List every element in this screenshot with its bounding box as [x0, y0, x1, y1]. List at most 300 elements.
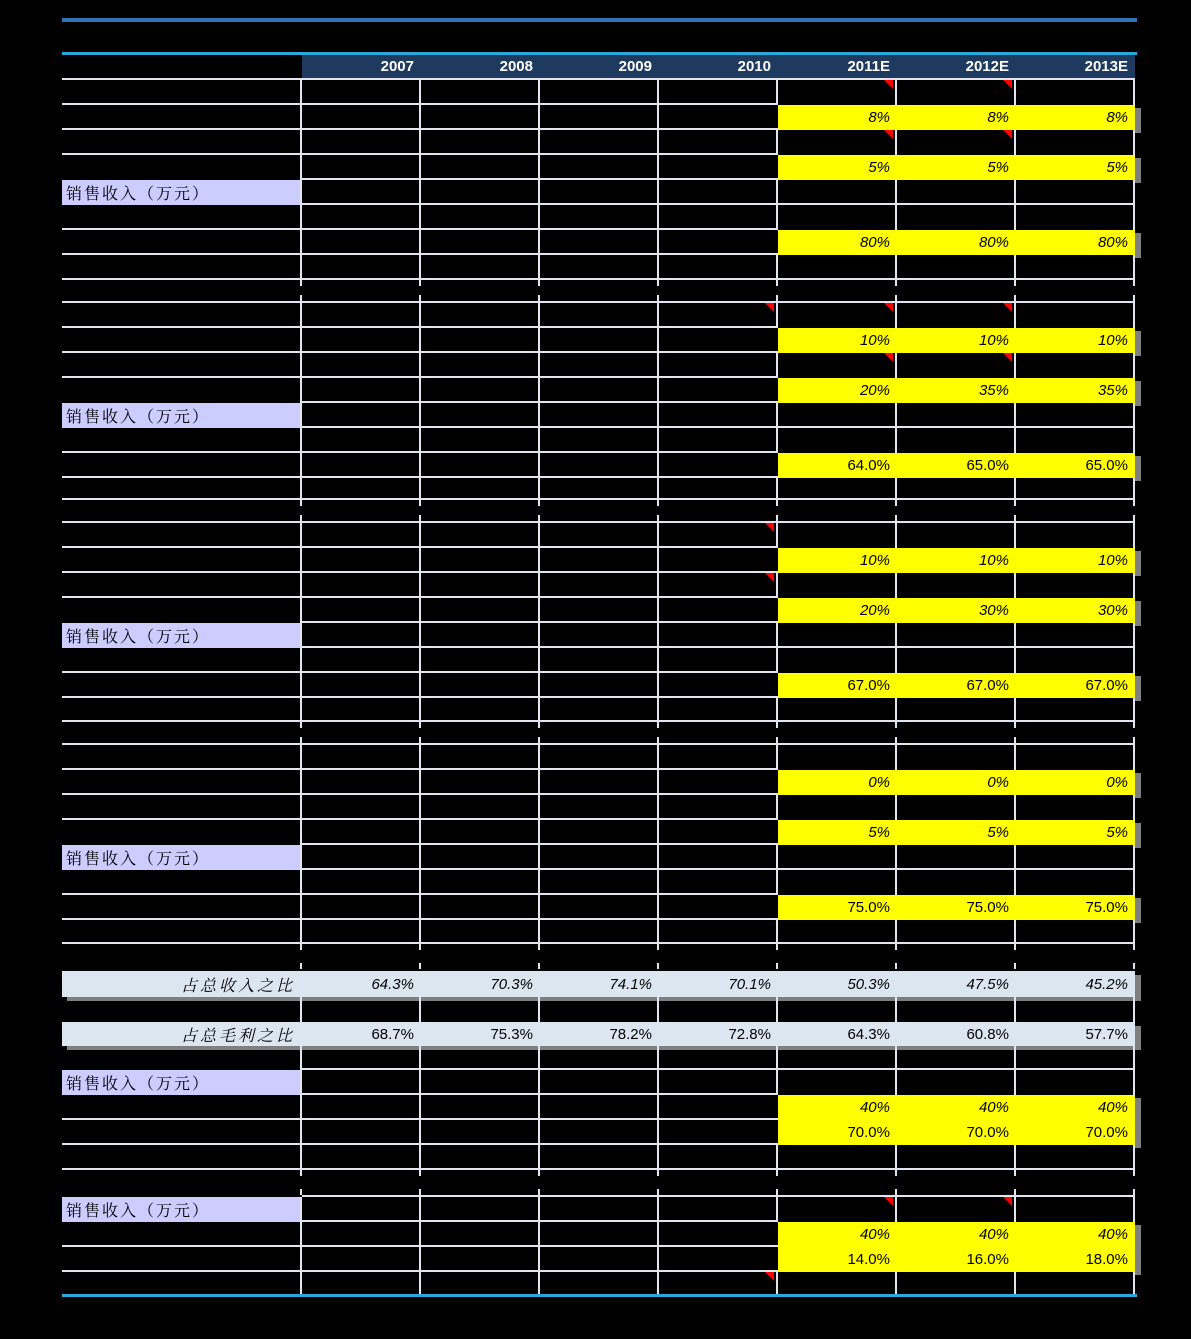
cell-2013E [1016, 500, 1135, 523]
cell-2007 [302, 770, 421, 795]
assumption-cell-2012E[interactable]: 5% [897, 155, 1016, 180]
cell-2007 [302, 130, 421, 155]
cell-2008 [421, 920, 540, 944]
assumption-cell-2011E[interactable]: 10% [778, 548, 897, 573]
row-label-sales-revenue[interactable]: 销售收入（万元） [62, 845, 302, 870]
table-row [62, 573, 1135, 598]
grid-stub [776, 963, 778, 969]
cell-2012E [897, 255, 1016, 280]
header-year-2011E[interactable]: 2011E [778, 55, 897, 78]
cell-2009 [540, 378, 659, 403]
assumption-cell-2013E[interactable]: 30% [1016, 598, 1135, 623]
cell-2008 [421, 648, 540, 673]
assumption-cell-2012E[interactable]: 67.0% [897, 673, 1016, 698]
assumption-cell-2012E[interactable]: 8% [897, 105, 1016, 130]
cell-2011E [778, 698, 897, 722]
cell-2013E [1016, 1070, 1135, 1095]
assumption-cell-2013E[interactable]: 5% [1016, 820, 1135, 845]
cell-2010 [659, 770, 778, 795]
cell-2013E [1016, 403, 1135, 428]
assumption-cell-2013E[interactable]: 70.0% [1016, 1120, 1135, 1145]
comment-indicator-icon [884, 303, 893, 312]
label-cell-empty [62, 130, 302, 155]
cell-2011E [778, 80, 897, 105]
cell-2007 [302, 105, 421, 130]
assumption-cell-2013E[interactable]: 10% [1016, 328, 1135, 353]
label-cell-empty [62, 573, 302, 598]
grid-stub [419, 280, 421, 286]
label-cell-empty [62, 453, 302, 478]
cell-2008 [421, 1247, 540, 1272]
assumption-cell-2013E[interactable]: 65.0% [1016, 453, 1135, 478]
summary-cell-2012E[interactable]: 47.5% [966, 975, 1009, 993]
grid-stub [1133, 1170, 1135, 1176]
summary-cell-2007[interactable]: 64.3% [371, 975, 414, 993]
comment-indicator-icon [1003, 80, 1012, 89]
cell-2008 [421, 820, 540, 845]
header-year-2008[interactable]: 2008 [421, 55, 540, 78]
range-shadow [1135, 1098, 1141, 1123]
cell-2011E [778, 1046, 897, 1070]
grid-stub [538, 963, 540, 969]
table-row [62, 870, 1135, 895]
cell-2010 [659, 180, 778, 205]
cell-2009 [540, 1247, 659, 1272]
summary-cell-2008[interactable]: 70.3% [490, 975, 533, 993]
cell-2008 [421, 205, 540, 230]
cell-2008 [421, 255, 540, 280]
cell-2009 [540, 1272, 659, 1294]
cell-2008 [421, 795, 540, 820]
grid-stub [300, 1189, 302, 1195]
cell-2013E [1016, 353, 1135, 378]
cell-2013E [1016, 80, 1135, 105]
range-shadow [1135, 331, 1141, 356]
cell-2009 [540, 944, 659, 971]
assumption-cell-2013E[interactable]: 80% [1016, 230, 1135, 255]
range-shadow [1135, 158, 1141, 183]
assumption-cell-2013E[interactable]: 67.0% [1016, 673, 1135, 698]
comment-indicator-icon [1003, 303, 1012, 312]
assumption-cell-2011E[interactable]: 80% [778, 230, 897, 255]
grid-stub [895, 515, 897, 521]
summary-cell-2011E[interactable]: 50.3% [847, 975, 890, 993]
label-cell-empty [62, 205, 302, 230]
cell-2011E [778, 1070, 897, 1095]
cell-2007 [302, 548, 421, 573]
summary-cell-2008[interactable]: 75.3% [490, 1025, 533, 1043]
cell-2007 [302, 820, 421, 845]
assumption-cell-2011E[interactable]: 40% [778, 1222, 897, 1247]
comment-indicator-icon [884, 80, 893, 89]
cell-2010 [659, 500, 778, 523]
label-cell-empty [62, 80, 302, 105]
grid-stub [895, 295, 897, 301]
assumption-cell-2011E[interactable]: 5% [778, 820, 897, 845]
cell-2012E [897, 523, 1016, 548]
table-row [62, 920, 1135, 944]
cell-2009 [540, 1046, 659, 1070]
summary-cell-2009[interactable]: 74.1% [609, 975, 652, 993]
grid-stub [419, 737, 421, 743]
assumption-cell-2013E[interactable]: 35% [1016, 378, 1135, 403]
cell-2008 [421, 403, 540, 428]
row-label-sales-revenue[interactable]: 销售收入（万元） [62, 1070, 302, 1095]
grid-stub [1133, 722, 1135, 728]
cell-2011E [778, 920, 897, 944]
cell-2009 [540, 1222, 659, 1247]
summary-cell-2013E[interactable]: 57.7% [1085, 1025, 1128, 1043]
cell-2007 [302, 870, 421, 895]
cell-2008 [421, 303, 540, 328]
label-cell-empty [62, 820, 302, 845]
table-row [62, 328, 1135, 353]
assumption-cell-2013E[interactable]: 5% [1016, 155, 1135, 180]
cell-2008 [421, 722, 540, 745]
assumption-cell-2011E[interactable]: 10% [778, 328, 897, 353]
row-label-share-of-gross-profit[interactable]: 占总毛利之比 [180, 1025, 295, 1045]
assumption-cell-2012E[interactable]: 80% [897, 230, 1016, 255]
cell-2010 [659, 673, 778, 698]
cell-2012E [897, 403, 1016, 428]
grid-stub [1014, 1170, 1016, 1176]
cell-2010 [659, 598, 778, 623]
grid-stub [419, 944, 421, 950]
grid-stub [300, 722, 302, 728]
grid-stub [538, 515, 540, 521]
cell-2013E [1016, 255, 1135, 280]
cell-2007 [302, 1120, 421, 1145]
assumption-cell-2012E[interactable]: 16.0% [897, 1247, 1016, 1272]
grid-stub [657, 1189, 659, 1195]
cell-2009 [540, 1170, 659, 1197]
label-cell-empty [62, 598, 302, 623]
table-row [62, 1145, 1135, 1170]
grid-stub [776, 280, 778, 286]
table-row [62, 1120, 1135, 1145]
range-shadow [1135, 1225, 1141, 1250]
label-cell-empty [62, 770, 302, 795]
cell-2012E [897, 1197, 1016, 1222]
cell-2012E [897, 1272, 1016, 1294]
grid-stub [776, 722, 778, 728]
cell-2010 [659, 155, 778, 180]
cell-2008 [421, 1197, 540, 1222]
cell-2011E [778, 500, 897, 523]
assumption-cell-2011E[interactable]: 75.0% [778, 895, 897, 920]
grid-stub [419, 515, 421, 521]
cell-2010 [659, 870, 778, 895]
summary-cell-2009[interactable]: 78.2% [609, 1025, 652, 1043]
cell-2010 [659, 820, 778, 845]
cell-2013E [1016, 623, 1135, 648]
range-shadow [1135, 233, 1141, 258]
comment-indicator-icon [884, 1197, 893, 1206]
assumption-cell-2013E[interactable]: 10% [1016, 548, 1135, 573]
cell-2009 [540, 548, 659, 573]
cell-2009 [540, 130, 659, 155]
grid-stub [419, 295, 421, 301]
label-cell-empty [62, 478, 302, 500]
cell-2008 [421, 80, 540, 105]
assumption-cell-2011E[interactable]: 67.0% [778, 673, 897, 698]
cell-2010 [659, 944, 778, 971]
cell-2007 [302, 598, 421, 623]
cell-2010 [659, 1197, 778, 1222]
cell-2009 [540, 770, 659, 795]
table-row [62, 478, 1135, 500]
cell-2010 [659, 623, 778, 648]
header-year-2009[interactable]: 2009 [540, 55, 659, 78]
label-cell-empty [62, 1170, 302, 1197]
separator-row [62, 722, 1135, 745]
assumption-cell-2011E[interactable]: 8% [778, 105, 897, 130]
grid-stub [657, 722, 659, 728]
range-shadow [1135, 601, 1141, 626]
table-row [62, 745, 1135, 770]
cell-2009 [540, 1145, 659, 1170]
assumption-cell-2013E[interactable]: 0% [1016, 770, 1135, 795]
cell-2008 [421, 770, 540, 795]
row-label-sales-revenue[interactable]: 销售收入（万元） [62, 180, 302, 205]
summary-cell-2010[interactable]: 70.1% [728, 975, 771, 993]
header-year-2010[interactable]: 2010 [659, 55, 778, 78]
cell-2007 [302, 795, 421, 820]
cell-2011E [778, 648, 897, 673]
grid-stub [657, 280, 659, 286]
row-label-share-of-revenue[interactable]: 占总收入之比 [180, 975, 295, 995]
assumption-cell-2011E[interactable]: 0% [778, 770, 897, 795]
table-row [62, 1070, 1135, 1095]
cell-2007 [302, 1095, 421, 1120]
assumption-cell-2011E[interactable]: 64.0% [778, 453, 897, 478]
grid-stub [538, 1189, 540, 1195]
grid-stub [300, 515, 302, 521]
label-cell-empty [62, 795, 302, 820]
cell-2013E [1016, 1145, 1135, 1170]
assumption-cell-2011E[interactable]: 14.0% [778, 1247, 897, 1272]
table-row [62, 1197, 1135, 1222]
cell-2007 [302, 997, 421, 1022]
cell-2012E [897, 745, 1016, 770]
assumption-cell-2013E[interactable]: 75.0% [1016, 895, 1135, 920]
assumption-cell-2013E[interactable]: 40% [1016, 1222, 1135, 1247]
cell-2008 [421, 845, 540, 870]
cell-2011E [778, 745, 897, 770]
cell-2013E [1016, 478, 1135, 500]
grid-stub [895, 500, 897, 506]
cell-2009 [540, 328, 659, 353]
grid-stub [419, 963, 421, 969]
cell-2008 [421, 997, 540, 1022]
cell-2008 [421, 105, 540, 130]
summary-cell-2013E[interactable]: 45.2% [1085, 975, 1128, 993]
cell-2009 [540, 453, 659, 478]
cell-2011E [778, 303, 897, 328]
grid-stub [300, 280, 302, 286]
assumption-cell-2012E[interactable]: 10% [897, 328, 1016, 353]
cell-2009 [540, 870, 659, 895]
cell-2012E [897, 573, 1016, 598]
header-year-2013E[interactable]: 2013E [1016, 55, 1135, 78]
cell-2010 [659, 328, 778, 353]
cell-2013E [1016, 722, 1135, 745]
grid-stub [776, 737, 778, 743]
cell-2008 [421, 548, 540, 573]
cell-2008 [421, 230, 540, 255]
cell-2010 [659, 378, 778, 403]
row-label-sales-revenue[interactable]: 销售收入（万元） [62, 403, 302, 428]
cell-2008 [421, 453, 540, 478]
label-cell-empty [62, 745, 302, 770]
grid-stub [538, 944, 540, 950]
grid-stub [657, 515, 659, 521]
cell-2012E [897, 353, 1016, 378]
row-label-sales-revenue[interactable]: 销售收入（万元） [62, 623, 302, 648]
row-label-sales-revenue[interactable]: 销售收入（万元） [62, 1197, 302, 1222]
header-year-2007[interactable]: 2007 [302, 55, 421, 78]
assumption-cell-2012E[interactable]: 40% [897, 1095, 1016, 1120]
cell-2013E [1016, 870, 1135, 895]
assumption-cell-2012E[interactable]: 70.0% [897, 1120, 1016, 1145]
header-year-2012E[interactable]: 2012E [897, 55, 1016, 78]
assumption-cell-2011E[interactable]: 5% [778, 155, 897, 180]
table-row [62, 648, 1135, 673]
table-row [62, 105, 1135, 130]
cell-2012E [897, 1170, 1016, 1197]
cell-2009 [540, 573, 659, 598]
cell-2009 [540, 698, 659, 722]
cell-2010 [659, 895, 778, 920]
assumption-cell-2011E[interactable]: 40% [778, 1095, 897, 1120]
assumption-cell-2011E[interactable]: 70.0% [778, 1120, 897, 1145]
cell-2009 [540, 280, 659, 303]
assumption-cell-2011E[interactable]: 20% [778, 598, 897, 623]
summary-cell-2012E[interactable]: 60.8% [966, 1025, 1009, 1043]
assumption-cell-2012E[interactable]: 30% [897, 598, 1016, 623]
table-row [62, 770, 1135, 795]
cell-2010 [659, 722, 778, 745]
cell-2013E [1016, 795, 1135, 820]
range-shadow [1135, 108, 1141, 133]
cell-2008 [421, 378, 540, 403]
assumption-cell-2013E[interactable]: 40% [1016, 1095, 1135, 1120]
range-shadow [1135, 381, 1141, 406]
cell-2008 [421, 1272, 540, 1294]
cell-2011E [778, 870, 897, 895]
cell-2008 [421, 130, 540, 155]
label-cell-empty [62, 722, 302, 745]
table-row [62, 303, 1135, 328]
assumption-cell-2012E[interactable]: 65.0% [897, 453, 1016, 478]
assumption-cell-2013E[interactable]: 8% [1016, 105, 1135, 130]
comment-indicator-icon [884, 353, 893, 362]
cell-2012E [897, 80, 1016, 105]
cell-2009 [540, 1070, 659, 1095]
cell-2013E [1016, 648, 1135, 673]
grid-stub [1014, 295, 1016, 301]
cell-2007 [302, 845, 421, 870]
cell-2007 [302, 1222, 421, 1247]
label-cell-empty [62, 648, 302, 673]
cell-2010 [659, 845, 778, 870]
cell-2011E [778, 1197, 897, 1222]
grid-stub [776, 1170, 778, 1176]
grid-stub [895, 722, 897, 728]
cell-2011E [778, 280, 897, 303]
cell-2008 [421, 598, 540, 623]
summary-cell-2011E[interactable]: 64.3% [847, 1025, 890, 1043]
table-row [62, 845, 1135, 870]
comment-indicator-icon [1003, 130, 1012, 139]
assumption-cell-2012E[interactable]: 75.0% [897, 895, 1016, 920]
range-shadow [1135, 898, 1141, 923]
cell-2008 [421, 1170, 540, 1197]
summary-cell-2010[interactable]: 72.8% [728, 1025, 771, 1043]
cell-2013E [1016, 997, 1135, 1022]
cell-2007 [302, 378, 421, 403]
cell-2009 [540, 997, 659, 1022]
grid-stub [300, 1170, 302, 1176]
label-cell-empty [62, 548, 302, 573]
grid-stub [1133, 500, 1135, 506]
year-header-row [62, 55, 1135, 80]
cell-2013E [1016, 1197, 1135, 1222]
cell-2007 [302, 623, 421, 648]
grid-stub [776, 1189, 778, 1195]
cell-2012E [897, 795, 1016, 820]
cell-2010 [659, 280, 778, 303]
table-row [62, 623, 1135, 648]
assumption-cell-2012E[interactable]: 10% [897, 548, 1016, 573]
table-row [62, 1272, 1135, 1294]
grid-stub [895, 963, 897, 969]
cell-2007 [302, 895, 421, 920]
cell-2009 [540, 598, 659, 623]
cell-2010 [659, 478, 778, 500]
assumption-cell-2012E[interactable]: 40% [897, 1222, 1016, 1247]
cell-2011E [778, 623, 897, 648]
cell-2013E [1016, 1170, 1135, 1197]
cell-2011E [778, 1145, 897, 1170]
table-row [62, 155, 1135, 180]
cell-2007 [302, 1197, 421, 1222]
table-row [62, 698, 1135, 722]
assumption-cell-2011E[interactable]: 20% [778, 378, 897, 403]
assumption-cell-2012E[interactable]: 0% [897, 770, 1016, 795]
cell-2012E [897, 1145, 1016, 1170]
summary-cell-2007[interactable]: 68.7% [371, 1025, 414, 1043]
cell-2010 [659, 795, 778, 820]
range-shadow [1135, 823, 1141, 848]
grid-stub [1133, 737, 1135, 743]
cell-2007 [302, 180, 421, 205]
table-row [62, 378, 1135, 403]
grid-stub [1014, 963, 1016, 969]
cell-2009 [540, 403, 659, 428]
cell-2007 [302, 523, 421, 548]
grid-stub [657, 1170, 659, 1176]
label-cell-empty [62, 1222, 302, 1247]
cell-2012E [897, 870, 1016, 895]
label-cell-empty [62, 1095, 302, 1120]
assumption-cell-2013E[interactable]: 18.0% [1016, 1247, 1135, 1272]
cell-2013E [1016, 180, 1135, 205]
table-row [62, 1247, 1135, 1272]
assumption-cell-2012E[interactable]: 5% [897, 820, 1016, 845]
assumption-cell-2012E[interactable]: 35% [897, 378, 1016, 403]
cell-2007 [302, 453, 421, 478]
